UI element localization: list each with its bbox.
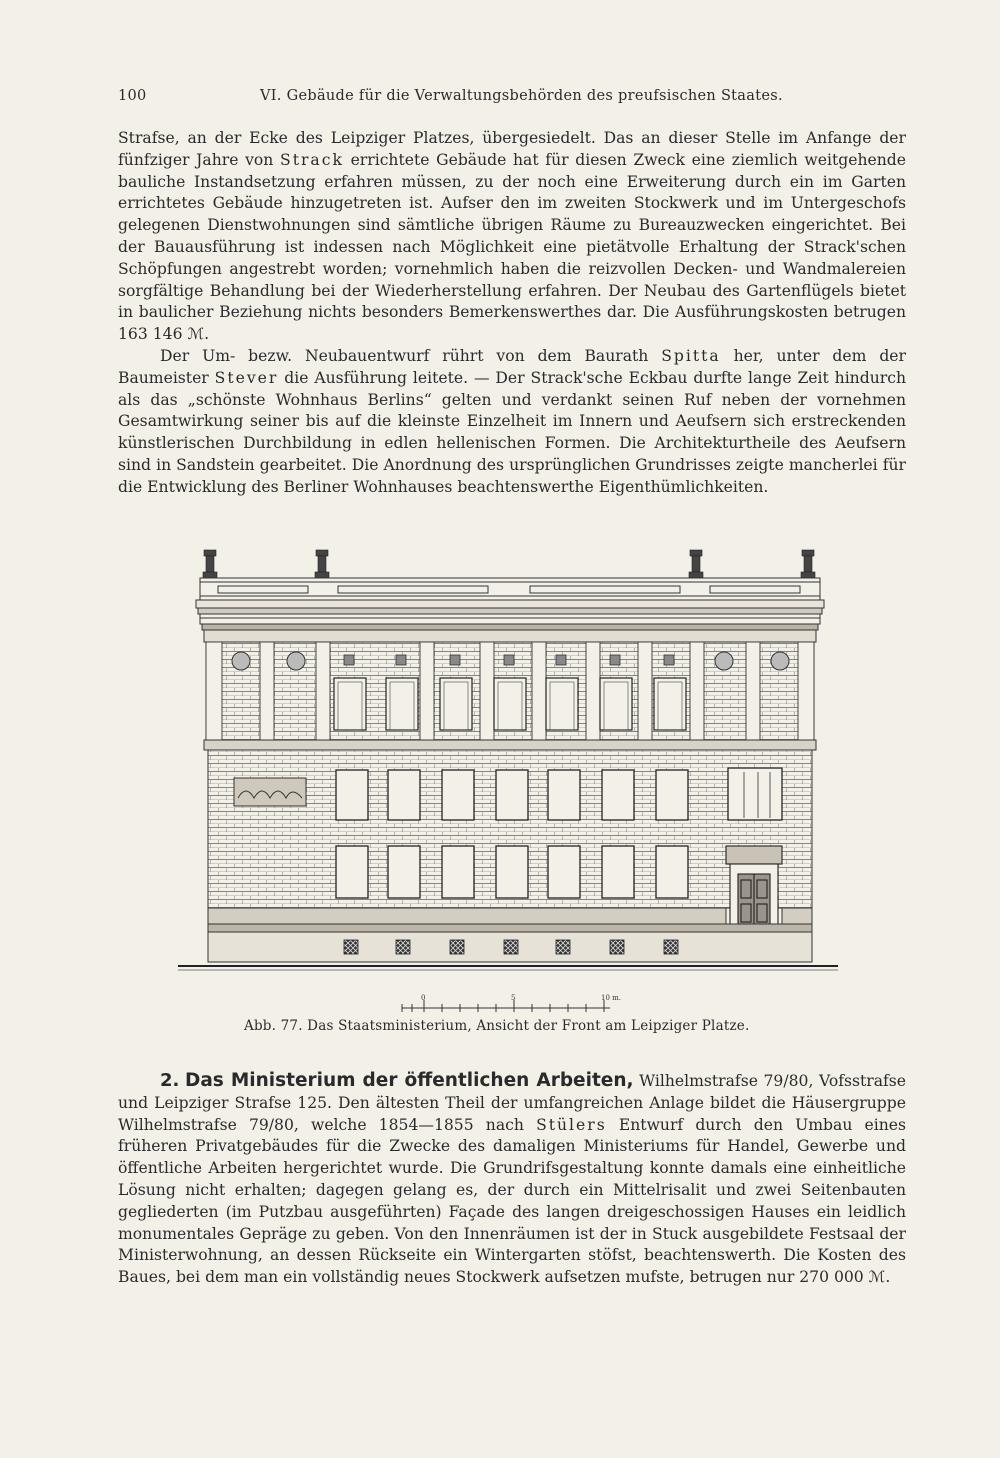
running-title: VI. Gebäude für die Verwaltungsbehörden des preufsischen Staates. bbox=[260, 88, 783, 104]
paragraph-1: Strafse, an der Ecke des Leipziger Platzes, übergesiedelt. Das an dieser Stelle im Anfange der fünfziger Jahre von Strack errichtete Gebäude hat für diesen Zweck eine ziemlich weitgehende bauliche Instandsetzung erfahren müssen, zu der noch eine Erweiterung durch ein im Garten errichtetes Gebäude hinzugetreten ist. Aufser den im zweiten Stockwerk und im Untergeschofs gelegenen Dienstwohnungen sind sämtliche übrigen Räume zu Bureauzwecken eingerichtet. Bei der Bauausführung ist indessen nach Möglichkeit eine pietätvolle Erhaltung der Strack'schen Schöpfungen angestrebt worden; vornehmlich haben die reizvollen Decken- und Wandmalereien sorgfältige Behandlung bei der Wiederherstellung erfahren. Der Neubau des Gartenflügels bietet in baulicher Beziehung nichts besonders Bemerkenswerthes dar. Die Ausführungskosten betrugen 163 146 ℳ. bbox=[118, 129, 906, 344]
name-stever: Stever bbox=[214, 368, 279, 387]
name-strack: Strack bbox=[280, 150, 344, 169]
scale-bar bbox=[398, 994, 638, 1016]
body-text-lower bbox=[118, 1070, 906, 1289]
figure-caption: Abb. 77. Das Staatsministerium, Ansicht der Front am Leipziger Platze. bbox=[244, 1018, 750, 1034]
facade-illustration bbox=[178, 548, 838, 988]
page-number: 100 bbox=[118, 88, 147, 104]
scale-label-5: 5 bbox=[511, 994, 516, 1002]
paragraph-3: 2. Das Ministerium der öffentlichen Arbeiten, Wilhelmstrafse 79/80, Vofsstrafse und Leipziger Strafse 125. Den ältesten Theil der umfangreichen Anlage bildet die Häusergruppe Wilhelmstrafse 79/80, welche 1854—1855 nach Stülers Entwurf durch den Umbau eines früheren Privatgebäudes für die Zwecke des damaligen Ministeriums für Handel, Gewerbe und öffentliche Arbeiten hergerichtet wurde. Die Grundrifsgestaltung konnte damals eine einheitliche Lösung nicht erhalten; dagegen gelang es, der durch ein Mittelrisalit und zwei Seitenbauten gegliederten (im Putzbau ausgeführten) Façade des langen dreigeschossigen Hauses ein leidlich monumentales Gepräge zu geben. Von den Innenräumen ist der in Stuck ausgebildete Festsaal der Ministerwohnung, an dessen Rückseite ein Wintergarten stöfst, beachtenswerth. Die Kosten des Baues, bei dem man ein vollständig neues Stockwerk aufsetzen mufste, betrugen nur 270 000 ℳ. bbox=[118, 1070, 907, 1287]
scale-label-10: 10 m. bbox=[601, 994, 621, 1002]
scale-label-0: 0 bbox=[421, 994, 426, 1002]
section-number: 2. bbox=[160, 1070, 180, 1091]
roof-statues bbox=[203, 550, 815, 578]
section-title: Das Ministerium der öffentlichen Arbeiten, bbox=[184, 1070, 634, 1091]
name-spitta: Spitta bbox=[661, 346, 721, 365]
paragraph-2: Der Um- bezw. Neubauentwurf rührt von dem Baurath Spitta her, unter dem der Baumeister Stever die Ausführung leitete. — Der Strack'sche Eckbau durfte lange Zeit hindurch als das „schönste Wohnhaus Berlins“ gelten und verdankt seinen Ruf neben der vornehmen Gesamtwirkung seiner bis auf die kleinste Einzelheit im Innern und Aeufsern sich erstreckenden künstlerischen Durchbildung in edlen hellenischen Formen. Die Architekturtheile des Aeufsern sind in Sandstein gearbeitet. Die Anordnung des ursprünglichen Grundrisses zeigte mancherlei für die Entwicklung des Berliner Wohnhauses beachtenswerthe Eigenthümlichkeiten. bbox=[118, 346, 906, 496]
name-stueler: Stülers bbox=[536, 1115, 607, 1134]
body-text-upper bbox=[118, 128, 906, 499]
